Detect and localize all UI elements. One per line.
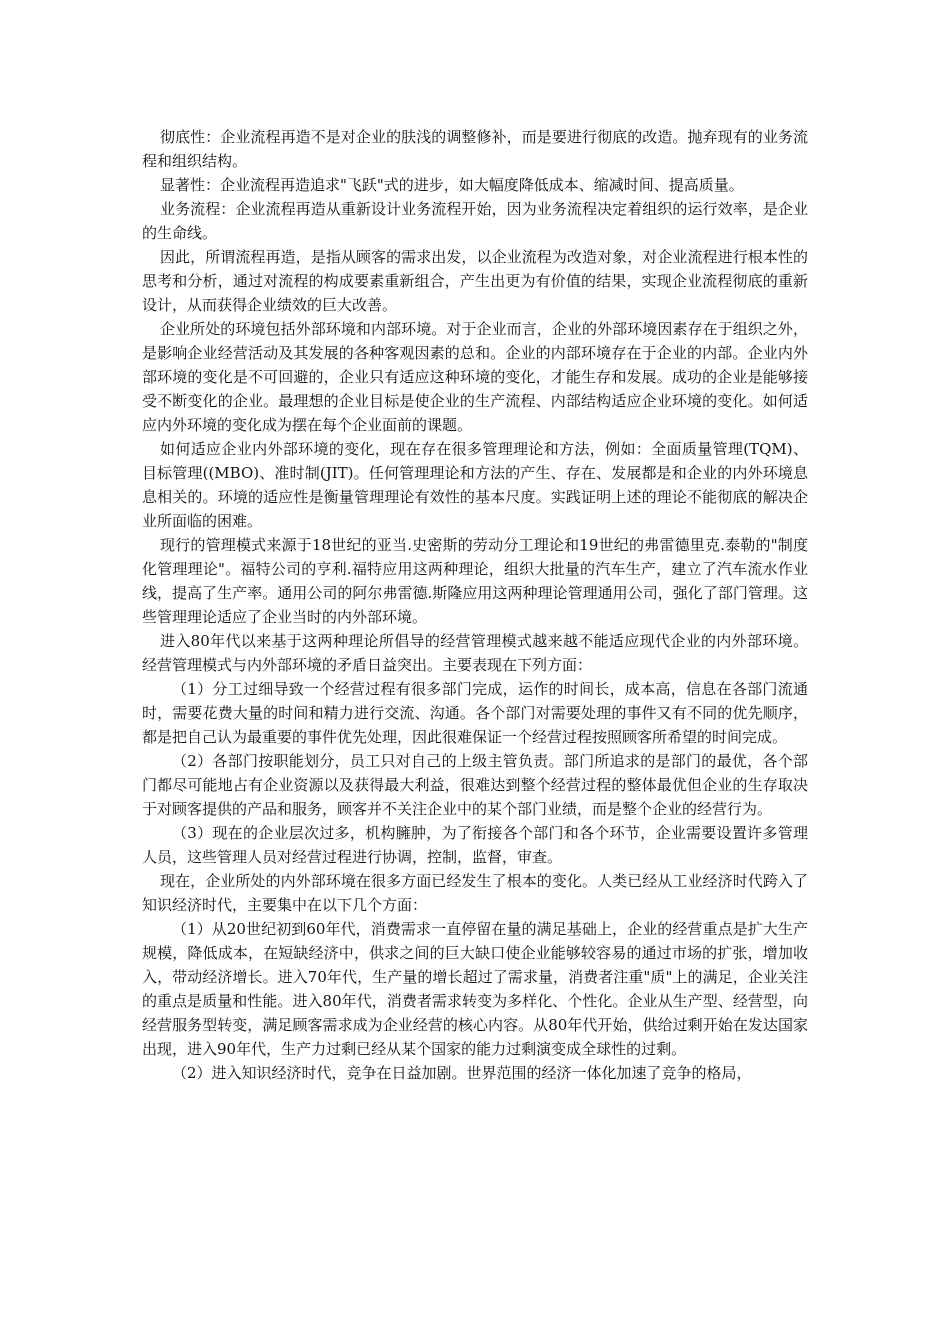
paragraph-significance: 显著性：企业流程再造追求"飞跃"式的进步，如大幅度降低成本、缩减时间、提高质量。: [160, 176, 744, 194]
paragraph-thoroughness: 彻底性：企业流程再造不是对企业的肤浅的调整修补，而是要进行彻底的改造。抛弃现有的业务流程和组织结构。: [142, 128, 808, 170]
paragraph-business-process: 业务流程：企业流程再造从重新设计业务流程开始，因为业务流程决定着组织的运行效率，是企业的生命线。: [142, 200, 808, 242]
paragraph-since-80s: 进入80年代以来基于这两种理论所倡导的经营管理模式越来越不能适应现代企业的内外部环境。经营管理模式与内外部环境的矛盾日益突出。主要表现在下列方面：: [142, 632, 808, 674]
paragraph-current-model: 现行的管理模式来源于18世纪的亚当.史密斯的劳动分工理论和19世纪的弗雷德里克.泰勒的"制度化管理理论"。福特公司的亨利.福特应用这两种理论，组织大批量的汽车生产，建立了汽车流水作业线，提高了生产率。通用公司的阿尔弗雷德.斯隆应用这两种理论管理通用公司，强化了部门管理。这些管理理论适应了企业当时的内外部环境。: [142, 536, 808, 626]
paragraph-definition: 因此，所谓流程再造，是指从顾客的需求出发，以企业流程为改造对象，对企业流程进行根本性的思考和分析，通过对流程的构成要素重新组合，产生出更为有价值的结果，实现企业流程彻底的重新设计，从而获得企业绩效的巨大改善。: [142, 248, 808, 314]
list-item-too-many-levels: （3）现在的企业层次过多，机构臃肿，为了衔接各个部门和各个环节，企业需要设置许多管理人员，这些管理人员对经营过程进行协调，控制，监督，审查。: [142, 824, 808, 866]
list-item-knowledge-economy: （2）进入知识经济时代，竞争在日益加剧。世界范围的经济一体化加速了竞争的格局，: [172, 1064, 752, 1082]
document-page: [142, 125, 808, 1085]
paragraph-environment: 企业所处的环境包括外部环境和内部环境。对于企业而言，企业的外部环境因素存在于组织之外，是影响企业经营活动及其发展的各种客观因素的总和。企业的内部环境存在于企业的内部。企业内外部环境的变化是不可回避的，企业只有适应这种环境的变化，才能生存和发展。成功的企业是能够接受不断变化的企业。最理想的企业目标是使企业的生产流程、内部结构适应企业环境的变化。如何适应内外环境的变化成为摆在每个企业面前的课题。: [142, 320, 808, 434]
paragraph-now: 现在，企业所处的内外部环境在很多方面已经发生了根本的变化。人类已经从工业经济时代跨入了知识经济时代，主要集中在以下几个方面：: [142, 872, 808, 914]
list-item-functional-departments: （2）各部门按职能划分，员工只对自己的上级主管负责。部门所追求的是部门的最优，各个部门都尽可能地占有企业资源以及获得最大利益，很难达到整个经营过程的整体最优但企业的生存取决于对顾客提供的产品和服务，顾客并不关注企业中的某个部门业绩，而是整个企业的经营行为。: [142, 752, 808, 818]
list-item-consumer-demand: （1）从20世纪初到60年代，消费需求一直停留在量的满足基础上，企业的经营重点是扩大生产规模，降低成本，在短缺经济中，供求之间的巨大缺口使企业能够较容易的通过市场的扩张，增加收入，带动经济增长。进入70年代，生产量的增长超过了需求量，消费者注重"质"上的满足，企业关注的重点是质量和性能。进入80年代，消费者需求转变为多样化、个性化。企业从生产型、经营型，向经营服务型转变，满足顾客需求成为企业经营的核心内容。从80年代开始，供给过剩开始在发达国家出现，进入90年代，生产力过剩已经从某个国家的能力过剩演变成全球性的过剩。: [142, 920, 808, 1058]
paragraph-management-theories: 如何适应企业内外部环境的变化，现在存在很多管理理论和方法，例如：全面质量管理(TQM)、目标管理((MBO)、准时制(JIT)。任何管理理论和方法的产生、存在、发展都是和企业的内外环境息息相关的。环境的适应性是衡量管理理论有效性的基本尺度。实践证明上述的理论不能彻底的解决企业所面临的困难。: [142, 440, 808, 530]
list-item-division-of-labor: （1）分工过细导致一个经营过程有很多部门完成，运作的时间长，成本高，信息在各部门流通时，需要花费大量的时间和精力进行交流、沟通。各个部门对需要处理的事件又有不同的优先顺序，都是把自己认为最重要的事件优先处理，因此很难保证一个经营过程按照顾客所希望的时间完成。: [142, 680, 808, 746]
